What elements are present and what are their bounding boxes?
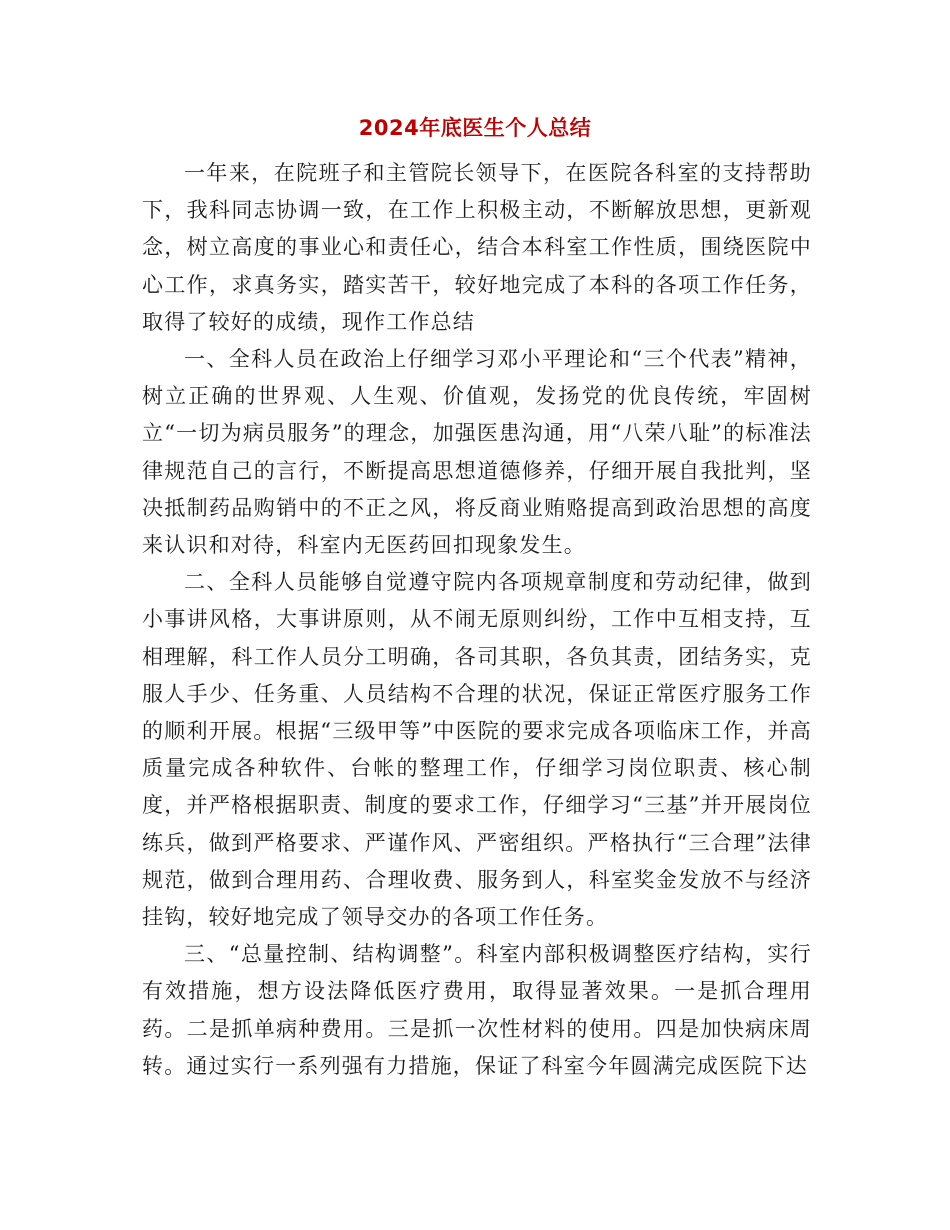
paragraph-section-1: 一、全科人员在政治上仔细学习邓小平理论和“三个代表”精神，树立正确的世界观、人生观、价值观，发扬党的优良传统，牢固树立“一切为病员服务”的理念，加强医患沟通，用“八荣八耻”的标准法律规范自己的言行，不断提高思想道德修养，仔细开展自我批判，坚决抵制药品购销中的不正之风，将反商业贿赂提高到政治思想的高度来认识和对待，科室内无医药回扣现象发生。: [142, 347, 812, 558]
paragraph-intro: 一年来，在院班子和主管院长领导下，在医院各科室的支持帮助下，我科同志协调一致，在工作上积极主动，不断解放思想，更新观念，树立高度的事业心和责任心，结合本科室工作性质，围绕医院中心工作，求真务实，踏实苦干，较好地完成了本科的各项工作任务，取得了较好的成绩，现作工作总结: [142, 161, 812, 334]
document-body: [142, 155, 812, 1085]
paragraph-section-3: 三、“总量控制、结构调整”。科室内部积极调整医疗结构，实行有效措施，想方设法降低医疗费用，取得显著效果。一是抓合理用药。二是抓单病种费用。三是抓一次性材料的使用。四是加快病床周转。通过实行一系列强有力措施，保证了科室今年圆满完成医院下达: [142, 942, 812, 1078]
document-title: 2024年底医生个人总结: [358, 116, 592, 140]
paragraph-section-2: 二、全科人员能够自觉遵守院内各项规章制度和劳动纪律，做到小事讲风格，大事讲原则，从不闹无原则纠纷，工作中互相支持，互相理解，科工作人员分工明确，各司其职，各负其责，团结务实，克服人手少、任务重、人员结构不合理的状况，保证正常医疗服务工作的顺利开展。根据“三级甲等”中医院的要求完成各项临床工作，并高质量完成各种软件、台帐的整理工作，仔细学习岗位职责、核心制度，并严格根据职责、制度的要求工作，仔细学习“三基”并开展岗位练兵，做到严格要求、严谨作风、严密组织。严格执行“三合理”法律规范，做到合理用药、合理收费、服务到人，科室奖金发放不与经济挂钩，较好地完成了领导交办的各项工作任务。: [142, 570, 812, 930]
